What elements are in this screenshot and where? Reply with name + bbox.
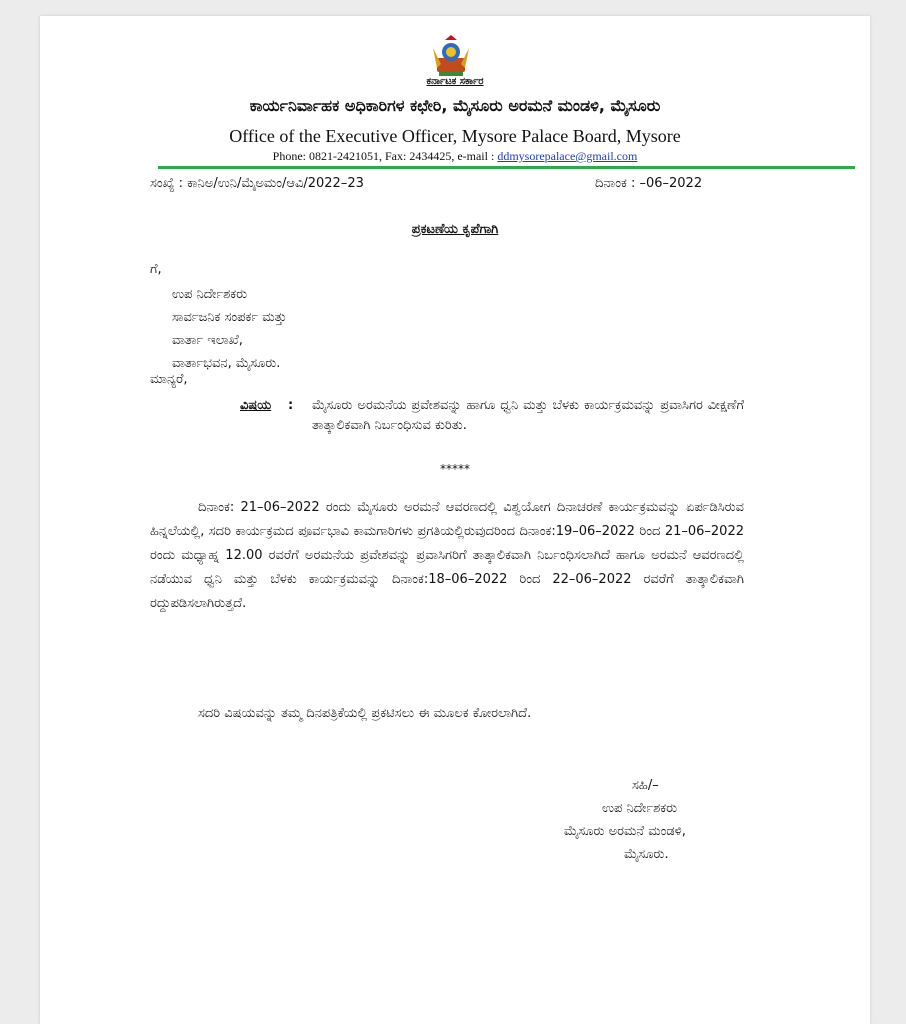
contact-line [40, 149, 870, 164]
subject-text: ಮೈಸೂರು ಅರಮನೆಯ ಪ್ರವೇಶವನ್ನು ಹಾಗೂ ಧ್ವನಿ ಮತ್ತು ಬೆಳಕು ಕಾರ್ಯಕ್ರಮವನ್ನು ಪ್ರವಾಸಿಗರ ವೀಕ್ಷಣೆಗೆ ತಾತ್ಕಾಲಿಕವಾಗಿ ನಿರ್ಬಂಧಿಸುವ ಕುರಿತು. [312, 398, 744, 433]
salutation: ಮಾನ್ಯರೆ, [150, 372, 188, 387]
addressee-line: ವಾರ್ತಾ ಇಲಾಖೆ, [172, 333, 243, 348]
signatory-city: ಮೈಸೂರು. [624, 847, 669, 862]
reference-number: ಸಂಖ್ಯೆ : ಕಾನಿಅ/ಉನಿ/ಮೈಅಮಂ/ಆವಿ/2022–23 [150, 176, 364, 191]
addressee-block [172, 260, 287, 375]
addressee-line: ಉಪ ನಿರ್ದೇಶಕರು [172, 287, 248, 302]
signed-mark: ಸಹಿ/– [632, 778, 659, 793]
subject-label: ವಿಷಯ [240, 398, 272, 413]
signatory-office: ಮೈಸೂರು ಅರಮನೆ ಮಂಡಳಿ, [564, 824, 686, 839]
separator: ***** [440, 462, 470, 476]
request-paragraph: ಸದರಿ ವಿಷಯವನ್ನು ತಮ್ಮ ದಿನಪತ್ರಿಕೆಯಲ್ಲಿ ಪ್ರಕಟಿಸಲು ಈ ಮೂಲಕ ಕೋರಲಾಗಿದೆ. [198, 706, 532, 721]
karnataka-emblem-icon [431, 34, 471, 78]
subject-colon: : [288, 398, 294, 413]
body-paragraph: ದಿನಾಂಕ: 21–06–2022 ರಂದು ಮೈಸೂರು ಅರಮನೆ ಆವರಣದಲ್ಲಿ ವಿಶ್ವಯೋಗ ದಿನಾಚರಣೆ ಕಾರ್ಯಕ್ರಮವನ್ನು ಏರ್ಪಡಿಸಿರುವ ಹಿನ್ನಲೆಯಲ್ಲಿ, ಸದರಿ ಕಾರ್ಯಕ್ರಮದ ಪೂರ್ವಭಾವಿ ಕಾಮಗಾರಿಗಳು ಪ್ರಗತಿಯಲ್ಲಿರುವುದರಿಂದ ದಿನಾಂಕ:19–06–2022 ರಿಂದ 21–06–2022 ರಂದು ಮಧ್ಯಾಹ್ನ 12.00 ರವರೆಗೆ ಅರಮನೆಯ ಪ್ರವೇಶವನ್ನು ಪ್ರವಾಸಿಗರಿಗೆ ತಾತ್ಕಾಲಿಕವಾಗಿ ನಿರ್ಬಂಧಿಸಲಾಗಿದೆ ಹಾಗೂ ಅರಮನೆ ಆವರಣದಲ್ಲಿ ನಡೆಯುವ ಧ್ವನಿ ಮತ್ತು ಬೆಳಕು ಕಾರ್ಯಕ್ರಮವನ್ನು ದಿನಾಂಕ:18–06–2022 ರಿಂದ 22–06–2022 ರವರೆಗೆ ತಾತ್ಕಾಲಿಕವಾಗಿ ರದ್ದುಪಡಿಸಲಾಗಿರುತ್ತದೆ. [150, 500, 744, 611]
signature-block [550, 774, 770, 866]
header-divider [158, 166, 855, 169]
office-title-kannada: ಕಾರ್ಯನಿರ್ವಾಹಕ ಅಧಿಕಾರಿಗಳ ಕಛೇರಿ, ಮೈಸೂರು ಅರಮನೆ ಮಂಡಳಿ, ಮೈಸೂರು [249, 96, 661, 115]
to-prefix: ಗೆ, [150, 262, 162, 277]
document-page [40, 16, 870, 1024]
reference-date: ದಿನಾಂಕ : –06–2022 [595, 176, 703, 191]
addressee-line: ಸಾರ್ವಜನಿಕ ಸಂಪರ್ಕ ಮತ್ತು [172, 310, 287, 325]
addressee-line: ವಾರ್ತಾಭವನ, ಮೈಸೂರು. [172, 356, 281, 371]
contact-phone-fax: Phone: 0821-2421051, Fax: 2434425, e-mail : [272, 149, 498, 163]
office-title-english: Office of the Executive Officer, Mysore Palace Board, Mysore [229, 126, 681, 146]
government-label: ಕರ್ನಾಟಕ ಸರ್ಕಾರ [426, 76, 484, 87]
document-heading: ಪ್ರಕಟಣೆಯ ಕೃಪೆಗಾಗಿ [411, 222, 499, 237]
signatory-designation: ಉಪ ನಿರ್ದೇಶಕರು [602, 801, 678, 816]
email-link[interactable]: ddmysorepalace@gmail.com [497, 149, 638, 163]
